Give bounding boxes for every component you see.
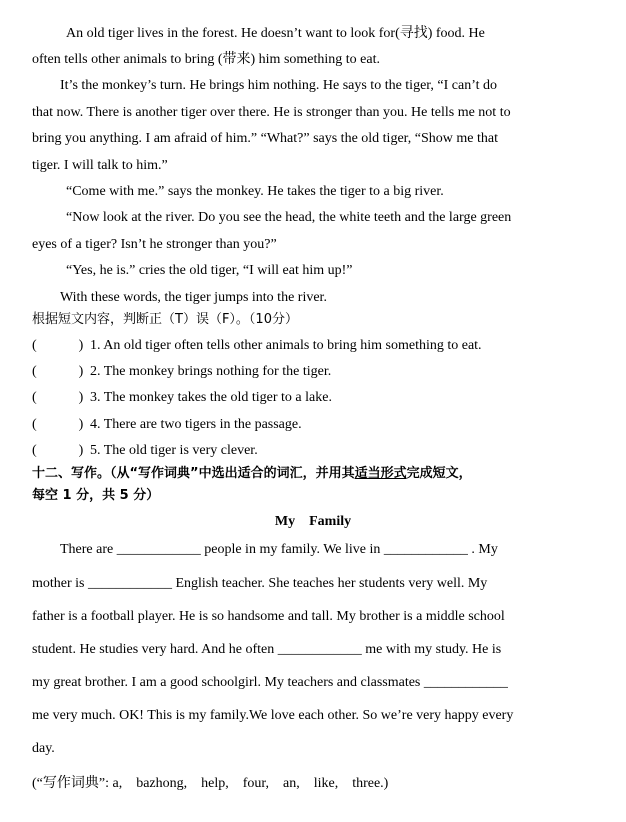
tf-item-text: 1. An old tiger often tells other animals to bring him something to eat. — [90, 338, 482, 353]
essay-line: father is a football player. He is so handsome and tall. My brother is a middle school — [32, 609, 505, 624]
passage-line: “Yes, he is.” cries the old tiger, “I will eat him up!” — [66, 263, 353, 278]
passage-line: that now. There is another tiger over there. He is stronger than you. He tells me not to — [32, 105, 511, 120]
answer-blank[interactable]: ( ) — [32, 364, 84, 379]
tf-item-2 — [32, 363, 331, 381]
passage-line: “Come with me.” says the monkey. He takes the tiger to a big river. — [66, 184, 444, 199]
passage-line: bring you anything. I am afraid of him.” “What?” says the old tiger, “Show me that — [32, 131, 498, 146]
tf-item-text: 3. The monkey takes the old tiger to a lake. — [90, 390, 332, 405]
tf-item-3 — [32, 389, 332, 407]
passage-line: With these words, the tiger jumps into the river. — [60, 290, 327, 305]
writing-dictionary: (“写作词典”: a, bazhong, help, four, an, like, three.) — [32, 776, 389, 791]
tf-item-text: 2. The monkey brings nothing for the tiger. — [90, 364, 332, 379]
essay-line: student. He studies very hard. And he often ____________ me with my study. He is — [32, 642, 502, 657]
tf-item-text: 5. The old tiger is very clever. — [90, 443, 258, 458]
passage-line: tiger. I will talk to him.” — [32, 158, 168, 173]
essay-line: mother is ____________ English teacher. She teaches her students very well. My — [32, 576, 488, 591]
answer-blank[interactable]: ( ) — [32, 417, 84, 432]
essay-line: day. — [32, 741, 55, 756]
emphasis-text: 适当形式 — [354, 466, 407, 481]
tf-item-text: 4. There are two tigers in the passage. — [90, 417, 302, 432]
tf-item-1 — [32, 337, 482, 355]
essay-title: My Family — [274, 514, 352, 529]
essay-line: my great brother. I am a good schoolgirl. My teachers and classmates ____________ — [32, 675, 508, 690]
answer-blank[interactable]: ( ) — [32, 443, 84, 458]
passage-line: It’s the monkey’s turn. He brings him nothing. He says to the tiger, “I can’t do — [60, 78, 497, 93]
tf-item-5 — [32, 442, 258, 460]
passage-line: An old tiger lives in the forest. He doesn’t want to look for(寻找) food. He — [66, 26, 485, 41]
tf-item-4 — [32, 416, 302, 434]
writing-heading-line2: 每空 1 分，共 5 分） — [32, 488, 160, 503]
tf-instruction: 根据短文内容，判断正（T）误（F）。（10分） — [32, 312, 298, 327]
answer-blank[interactable]: ( ) — [32, 338, 84, 353]
writing-heading: 十二、写作。（从“写作词典”中选出适合的词汇，并用其适当形式完成短文， — [32, 466, 472, 481]
passage-line: often tells other animals to bring (带来) him something to eat. — [32, 52, 380, 67]
essay-line: There are ____________ people in my family. We live in ____________ . My — [60, 542, 498, 557]
answer-blank[interactable]: ( ) — [32, 390, 84, 405]
passage-line: eyes of a tiger? Isn’t he stronger than you?” — [32, 237, 277, 252]
essay-line: me very much. OK! This is my family.We love each other. So we’re very happy every — [32, 708, 514, 723]
passage-line: “Now look at the river. Do you see the head, the white teeth and the large green — [66, 210, 512, 225]
